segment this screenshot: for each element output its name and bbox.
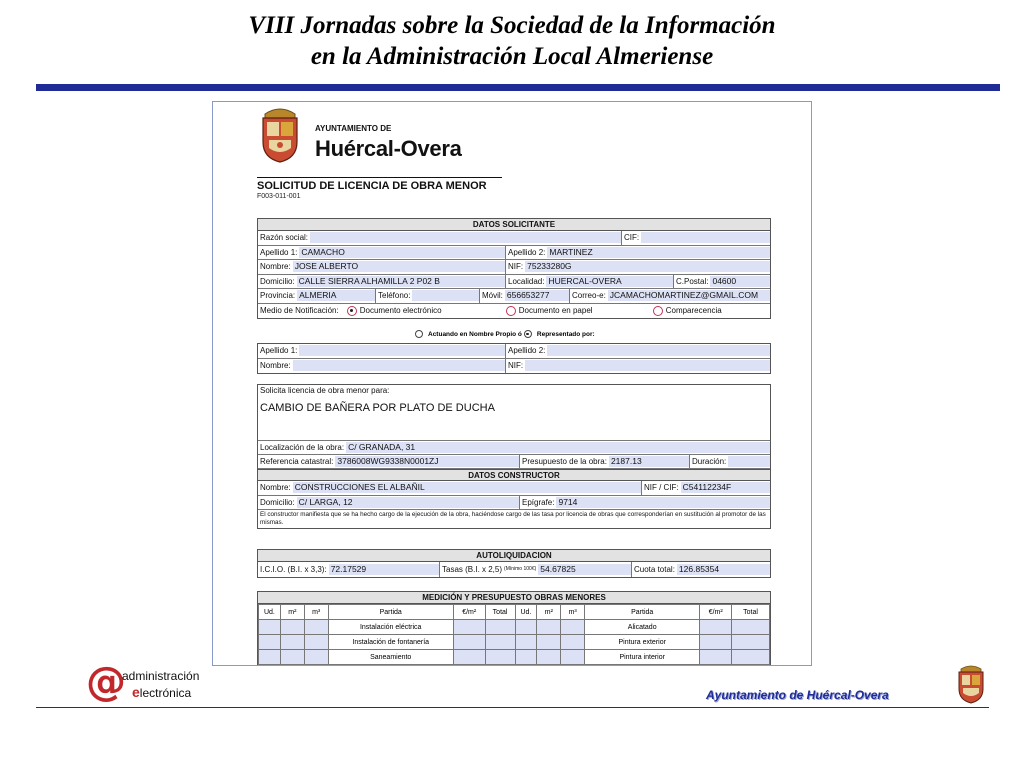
nif-field[interactable]: 75233280G [525, 261, 770, 272]
input-cell[interactable] [304, 650, 328, 665]
rep-nif-field[interactable] [525, 360, 770, 371]
at-sign-icon: @ [86, 659, 126, 705]
solicita-label: Solicita licencia de obra menor para: [260, 386, 390, 395]
section-medicion [257, 591, 771, 665]
table-row [259, 620, 770, 635]
input-cell[interactable] [304, 635, 328, 650]
option-comparecencia: Comparecencia [665, 306, 722, 316]
cif-field[interactable] [641, 232, 770, 243]
obra-description-field[interactable]: CAMBIO DE BAÑERA POR PLATO DE DUCHA [260, 402, 495, 414]
table-header-row [259, 605, 770, 620]
input-cell[interactable] [700, 650, 732, 665]
table-row [259, 635, 770, 650]
constructor-domicilio-label: Domicilio: [260, 497, 295, 507]
col-header: m² [280, 605, 304, 620]
partida-label: Instalación eléctrica [328, 620, 453, 635]
input-cell[interactable] [259, 650, 281, 665]
tasas-min-note: (Mínimo 100€) [504, 566, 537, 573]
logo-e-letter: e [132, 684, 140, 700]
col-header: €/m² [700, 605, 732, 620]
license-form-document [212, 101, 812, 666]
autoliquidacion-header: AUTOLIQUIDACION [258, 550, 770, 562]
epigrafe-label: Epígrafe: [522, 497, 555, 507]
input-cell[interactable] [700, 620, 732, 635]
rep-apellido2-label: Apellido 2: [508, 346, 546, 356]
constructor-header: DATOS CONSTRUCTOR [258, 469, 770, 481]
rep-nif-label: NIF: [508, 361, 524, 371]
radio-documento-electronico[interactable] [347, 306, 357, 316]
input-cell[interactable] [453, 620, 485, 635]
rep-apellido1-label: Apellido 1: [260, 346, 298, 356]
constructor-domicilio-field[interactable]: C/ LARGA, 12 [297, 497, 519, 508]
icio-label: I.C.I.O. (B.I. x 3,3): [260, 564, 327, 574]
input-cell[interactable] [561, 650, 585, 665]
partida-label: Pintura exterior [585, 635, 700, 650]
duracion-label: Duración: [692, 456, 727, 466]
input-cell[interactable] [280, 650, 304, 665]
tasas-field[interactable]: 54.67825 [538, 564, 631, 575]
input-cell[interactable] [561, 620, 585, 635]
cuota-label: Cuota total: [634, 564, 675, 574]
coat-of-arms-icon [257, 106, 303, 164]
provincia-label: Provincia: [260, 291, 296, 301]
footer-coat-of-arms-icon [955, 664, 987, 704]
domicilio-label: Domicilio: [260, 276, 295, 286]
slide-title-line2: en la Administración Local Almeriense [310, 43, 714, 70]
col-header: Total [485, 605, 515, 620]
form-title: SOLICITUD DE LICENCIA DE OBRA MENOR [257, 177, 502, 192]
title-divider-bar [36, 84, 1000, 91]
radio-representado[interactable] [524, 330, 532, 338]
input-cell[interactable] [515, 650, 537, 665]
col-header: Partida [328, 605, 453, 620]
col-header: Partida [585, 605, 700, 620]
apellido2-field[interactable]: MARTINEZ [547, 247, 770, 258]
cp-field[interactable]: 04600 [710, 276, 770, 287]
movil-label: Móvil: [482, 291, 503, 301]
col-header: Total [732, 605, 770, 620]
nombre-field[interactable]: JOSE ALBERTO [293, 261, 505, 272]
apellido2-label: Apellido 2: [508, 247, 546, 257]
domicilio-field[interactable]: CALLE SIERRA ALHAMILLA 2 P02 B [297, 276, 505, 287]
constructor-note: El constructor manifiesta que se ha hecho cargo de la ejecución de la obra, haciéndose cargo de las tasa por licencia de obras que corresponderían en sustitución al promotor de las mismas. [260, 511, 766, 526]
partida-label: Alicatado [585, 620, 700, 635]
input-cell[interactable] [485, 620, 515, 635]
col-header: m³ [304, 605, 328, 620]
input-cell[interactable] [515, 635, 537, 650]
input-cell[interactable] [453, 650, 485, 665]
input-cell[interactable] [259, 620, 281, 635]
input-cell[interactable] [732, 620, 770, 635]
input-cell[interactable] [537, 620, 561, 635]
apellido1-field[interactable]: CAMACHO [299, 247, 505, 258]
radio-nombre-propio[interactable] [415, 330, 423, 338]
administracion-electronica-logo [86, 659, 216, 705]
input-cell[interactable] [280, 635, 304, 650]
logo-line1: administración [122, 669, 200, 683]
cif-label: CIF: [624, 233, 640, 243]
slide-title-line1: VIII Jornadas sobre la Sociedad de la Información [248, 12, 776, 39]
section-header: DATOS SOLICITANTE [258, 219, 770, 231]
correo-field[interactable]: JCAMACHOMARTINEZ@GMAIL.COM [608, 290, 770, 301]
apellido1-label: Apellido 1: [260, 247, 298, 257]
input-cell[interactable] [537, 635, 561, 650]
radio-comparecencia[interactable] [653, 306, 663, 316]
table-row [259, 650, 770, 665]
form-code: F003-011-001 [257, 193, 301, 200]
col-header: m³ [561, 605, 585, 620]
constructor-nif-field[interactable]: C54112234F [681, 482, 770, 493]
input-cell[interactable] [515, 620, 537, 635]
input-cell[interactable] [537, 650, 561, 665]
icio-field[interactable]: 72.17529 [329, 564, 439, 575]
logo-line2-text: lectrónica [139, 686, 192, 700]
section-autoliquidacion [257, 549, 771, 578]
correo-label: Correo-e: [572, 291, 606, 301]
cuota-field[interactable]: 126.85354 [677, 564, 770, 575]
col-header: Ud. [259, 605, 281, 620]
nombre-label: Nombre: [260, 262, 291, 272]
input-cell[interactable] [700, 635, 732, 650]
input-cell[interactable] [732, 635, 770, 650]
medio-notificacion-label: Medio de Notificación: [260, 306, 339, 316]
medicion-header: MEDICIÓN Y PRESUPUESTO OBRAS MENORES [258, 592, 770, 604]
option-documento-papel: Documento en papel [518, 306, 593, 316]
razon-social-label: Razón social: [260, 233, 309, 243]
constructor-nif-label: NIF / CIF: [644, 483, 679, 493]
telefono-field[interactable] [412, 290, 479, 301]
input-cell[interactable] [561, 635, 585, 650]
input-cell[interactable] [732, 650, 770, 665]
option-nombre-propio: Actuando en Nombre Propio ó [428, 330, 522, 338]
localidad-label: Localidad: [508, 276, 545, 286]
input-cell[interactable] [453, 635, 485, 650]
duracion-field[interactable] [728, 456, 770, 467]
input-cell[interactable] [259, 635, 281, 650]
constructor-nombre-label: Nombre: [260, 483, 291, 493]
epigrafe-field[interactable]: 9714 [556, 497, 770, 508]
input-cell[interactable] [485, 650, 515, 665]
localidad-field[interactable]: HUERCAL-OVERA [546, 276, 673, 287]
referencia-label: Referencia catastral: [260, 456, 334, 466]
localizacion-field[interactable]: C/ GRANADA, 31 [346, 442, 770, 453]
section-representante [257, 343, 771, 374]
input-cell[interactable] [304, 620, 328, 635]
logo-line2 [132, 684, 191, 700]
col-header: €/m² [453, 605, 485, 620]
constructor-nombre-field[interactable]: CONSTRUCCIONES EL ALBAÑIL [293, 482, 641, 493]
rep-nombre-field[interactable] [293, 360, 505, 371]
provincia-field[interactable]: ALMERIA [297, 290, 375, 301]
section-obra [257, 384, 771, 529]
footer-ayuntamiento: Ayuntamiento de Huércal-Overa [706, 688, 889, 702]
acting-selector [413, 330, 595, 338]
movil-field[interactable]: 656653277 [505, 290, 569, 301]
presupuesto-field[interactable]: 2187.13 [609, 456, 689, 467]
input-cell[interactable] [280, 620, 304, 635]
ayuntamiento-label: AYUNTAMIENTO DE [315, 124, 392, 133]
telefono-label: Teléfono: [378, 291, 411, 301]
referencia-field[interactable]: 3786008WG9338N0001ZJ [335, 456, 519, 467]
col-header: m² [537, 605, 561, 620]
municipality-name: Huércal-Overa [315, 136, 462, 161]
rep-apellido2-field[interactable] [547, 345, 770, 356]
localizacion-label: Localización de la obra: [260, 442, 345, 452]
input-cell[interactable] [485, 635, 515, 650]
partida-label: Pintura interior [585, 650, 700, 665]
rep-nombre-label: Nombre: [260, 361, 291, 371]
cp-label: C.Postal: [676, 276, 709, 286]
footer-divider [36, 707, 989, 708]
section-solicitante [257, 218, 771, 319]
slide-title [0, 10, 1024, 72]
option-representado: Representado por: [536, 330, 595, 338]
option-documento-electronico: Documento electrónico [359, 306, 442, 316]
tasas-label: Tasas (B.I. x 2,5) [442, 564, 503, 574]
rep-apellido1-field[interactable] [299, 345, 505, 356]
razon-social-field[interactable] [310, 232, 621, 243]
presupuesto-label: Presupuesto de la obra: [522, 456, 607, 466]
radio-documento-papel[interactable] [506, 306, 516, 316]
col-header: Ud. [515, 605, 537, 620]
partida-label: Saneamiento [328, 650, 453, 665]
nif-label: NIF: [508, 262, 524, 272]
medicion-table [258, 604, 770, 665]
partida-label: Instalación de fontanería [328, 635, 453, 650]
